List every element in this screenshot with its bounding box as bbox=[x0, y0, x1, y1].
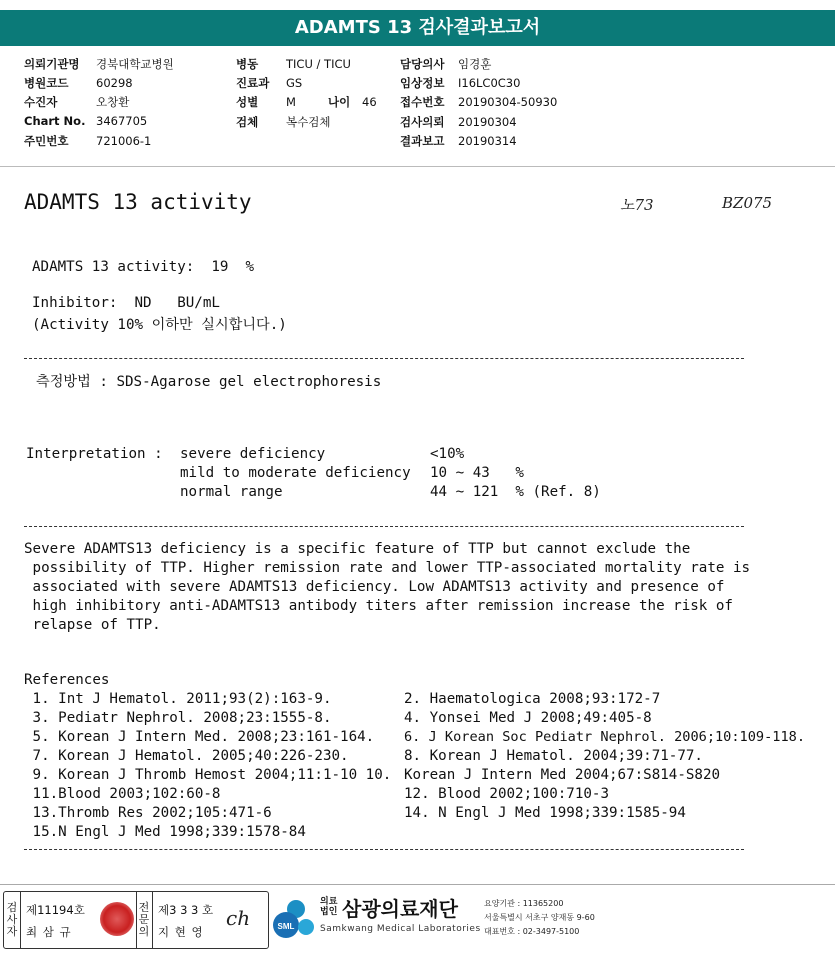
info-value: 721006-1 bbox=[96, 134, 152, 148]
info-label: 담당의사 bbox=[400, 57, 445, 71]
age-label: 나이 bbox=[328, 95, 351, 109]
activity-result: ADAMTS 13 activity: 19 % bbox=[32, 259, 255, 275]
info-value: 경북대학교병원 bbox=[96, 57, 174, 71]
interp-range: 10 ~ 43 % bbox=[430, 465, 524, 481]
company-english: Samkwang Medical Laboratories bbox=[320, 924, 481, 934]
info-row bbox=[236, 94, 377, 110]
reference-right: Korean J Intern Med 2004;67:S814-S820 bbox=[404, 767, 721, 783]
company-name: 삼광의료재단 bbox=[342, 897, 458, 921]
info-label: 성별 bbox=[236, 95, 259, 109]
box-divider bbox=[136, 892, 137, 948]
info-value: 임경훈 bbox=[458, 57, 492, 71]
info-label: 주민번호 bbox=[24, 134, 69, 148]
reference-right: 14. N Engl J Med 1998;339:1585-94 bbox=[404, 805, 686, 821]
interp-range: <10% bbox=[430, 446, 465, 462]
info-row bbox=[400, 56, 491, 72]
info-value: 오창환 bbox=[96, 95, 130, 109]
specialist-vertical-label: 전문의 bbox=[138, 901, 150, 938]
method-line: 측정방법 : SDS-Agarose gel electrophoresis bbox=[36, 374, 382, 390]
interp-range: 44 ~ 121 % (Ref. 8) bbox=[430, 484, 601, 500]
info-row bbox=[400, 114, 517, 130]
reference-right: 6. J Korean Soc Pediatr Nephrol. 2006;10:109-118. bbox=[404, 729, 806, 745]
divider bbox=[24, 849, 744, 850]
divider bbox=[24, 526, 744, 527]
info-value: 60298 bbox=[96, 76, 133, 90]
specialist-license: 제3 3 3 호 bbox=[158, 903, 214, 917]
reference-right: 2. Haematologica 2008;93:172-7 bbox=[404, 691, 661, 707]
company-info: 대표번호 : 02-3497-5100 bbox=[484, 927, 580, 936]
age-value: 46 bbox=[362, 95, 377, 109]
info-label: 검사의뢰 bbox=[400, 115, 445, 129]
info-row bbox=[400, 133, 517, 149]
info-value: 20190314 bbox=[458, 134, 517, 148]
examiner-license: 제11194호 bbox=[26, 903, 85, 917]
inhibitor-note: (Activity 10% 이하만 실시합니다.) bbox=[32, 317, 287, 333]
handwritten-code: BZ075 bbox=[722, 194, 773, 212]
info-value: 복수검체 bbox=[286, 115, 331, 129]
sml-logo-icon bbox=[272, 895, 316, 943]
reference-left: 9. Korean J Thromb Hemost 2004;11:1-10 10. bbox=[24, 767, 392, 783]
reference-right: 12. Blood 2002;100:710-3 bbox=[404, 786, 609, 802]
reference-left: 1. Int J Hematol. 2011;93(2):163-9. bbox=[24, 691, 332, 707]
examiner-name: 최 삼 규 bbox=[26, 925, 72, 939]
footer-divider bbox=[0, 884, 835, 885]
company-info: 서울특별시 서초구 양재동 9-60 bbox=[484, 913, 595, 922]
reference-left: 15.N Engl J Med 1998;339:1578-84 bbox=[24, 824, 306, 840]
info-value: 3467705 bbox=[96, 114, 148, 128]
reference-left: 13.Thromb Res 2002;105:471-6 bbox=[24, 805, 272, 821]
corp-type-line: 법인 bbox=[320, 907, 338, 917]
info-label: 병원코드 bbox=[24, 76, 69, 90]
specialist-name: 지 현 영 bbox=[158, 925, 204, 939]
interp-name: normal range bbox=[180, 484, 283, 500]
info-row bbox=[400, 75, 520, 91]
references-title: References bbox=[24, 672, 110, 688]
signature-box bbox=[3, 891, 269, 949]
info-row bbox=[24, 133, 151, 149]
inhibitor-result: Inhibitor: ND BU/mL bbox=[32, 295, 220, 311]
info-value: M bbox=[286, 95, 296, 109]
info-row bbox=[236, 56, 351, 72]
paragraph-line: Severe ADAMTS13 deficiency is a specific feature of TTP but cannot exclude the bbox=[24, 541, 691, 557]
patient-info-header bbox=[0, 50, 835, 167]
info-row bbox=[24, 75, 133, 91]
info-value: 20190304 bbox=[458, 115, 517, 129]
info-label: 병동 bbox=[236, 57, 259, 71]
logo-text: SML bbox=[277, 922, 295, 931]
info-value: I16LC0C30 bbox=[458, 76, 521, 90]
interpretation-label: Interpretation : bbox=[26, 446, 163, 462]
sheet-heading: ADAMTS 13 activity bbox=[24, 190, 252, 214]
paragraph-line: high inhibitory anti-ADAMTS13 antibody titers after remission increase the risk of bbox=[24, 598, 733, 614]
box-divider bbox=[152, 892, 153, 948]
reference-left: 11.Blood 2003;102:60-8 bbox=[24, 786, 221, 802]
examiner-vertical-label: 검사자 bbox=[6, 901, 18, 938]
reference-right: 4. Yonsei Med J 2008;49:405-8 bbox=[404, 710, 652, 726]
info-row bbox=[24, 56, 174, 72]
paragraph-line: relapse of TTP. bbox=[24, 617, 161, 633]
info-label: 접수번호 bbox=[400, 95, 445, 109]
corp-type bbox=[320, 897, 342, 917]
info-label: 수진자 bbox=[24, 95, 58, 109]
info-label: 임상정보 bbox=[400, 76, 445, 90]
info-label: 의뢰기관명 bbox=[24, 57, 80, 71]
info-row bbox=[24, 94, 129, 110]
interp-name: severe deficiency bbox=[180, 446, 326, 462]
divider bbox=[24, 358, 744, 359]
info-label: 진료과 bbox=[236, 76, 270, 90]
paragraph-line: associated with severe ADAMTS13 deficiency. Low ADAMTS13 activity and presence of bbox=[24, 579, 725, 595]
info-value: TICU / TICU bbox=[286, 57, 351, 71]
info-row bbox=[236, 114, 330, 130]
info-value: 20190304-50930 bbox=[458, 95, 558, 109]
info-row bbox=[400, 94, 557, 110]
interp-name: mild to moderate deficiency bbox=[180, 465, 411, 481]
company-info: 요양기관 : 11365200 bbox=[484, 899, 564, 908]
info-row bbox=[24, 114, 147, 128]
corp-type-line: 의료 bbox=[320, 897, 338, 907]
reference-left: 3. Pediatr Nephrol. 2008;23:1555-8. bbox=[24, 710, 332, 726]
info-label: 결과보고 bbox=[400, 134, 445, 148]
info-label: 검체 bbox=[236, 115, 259, 129]
info-row bbox=[236, 75, 302, 91]
reference-right: 8. Korean J Hematol. 2004;39:71-77. bbox=[404, 748, 703, 764]
info-label: Chart No. bbox=[24, 114, 86, 128]
signature: ch bbox=[226, 906, 251, 930]
paragraph-line: possibility of TTP. Higher remission rate and lower TTP-associated mortality rate is bbox=[24, 560, 751, 576]
handwritten-note: 노73 bbox=[620, 196, 654, 214]
info-value: GS bbox=[286, 76, 303, 90]
red-seal-stamp bbox=[100, 902, 134, 936]
report-title: ADAMTS 13 검사결과보고서 bbox=[0, 10, 835, 46]
reference-left: 7. Korean J Hematol. 2005;40:226-230. bbox=[24, 748, 349, 764]
box-divider bbox=[20, 892, 21, 948]
reference-left: 5. Korean J Intern Med. 2008;23:161-164. bbox=[24, 729, 375, 745]
